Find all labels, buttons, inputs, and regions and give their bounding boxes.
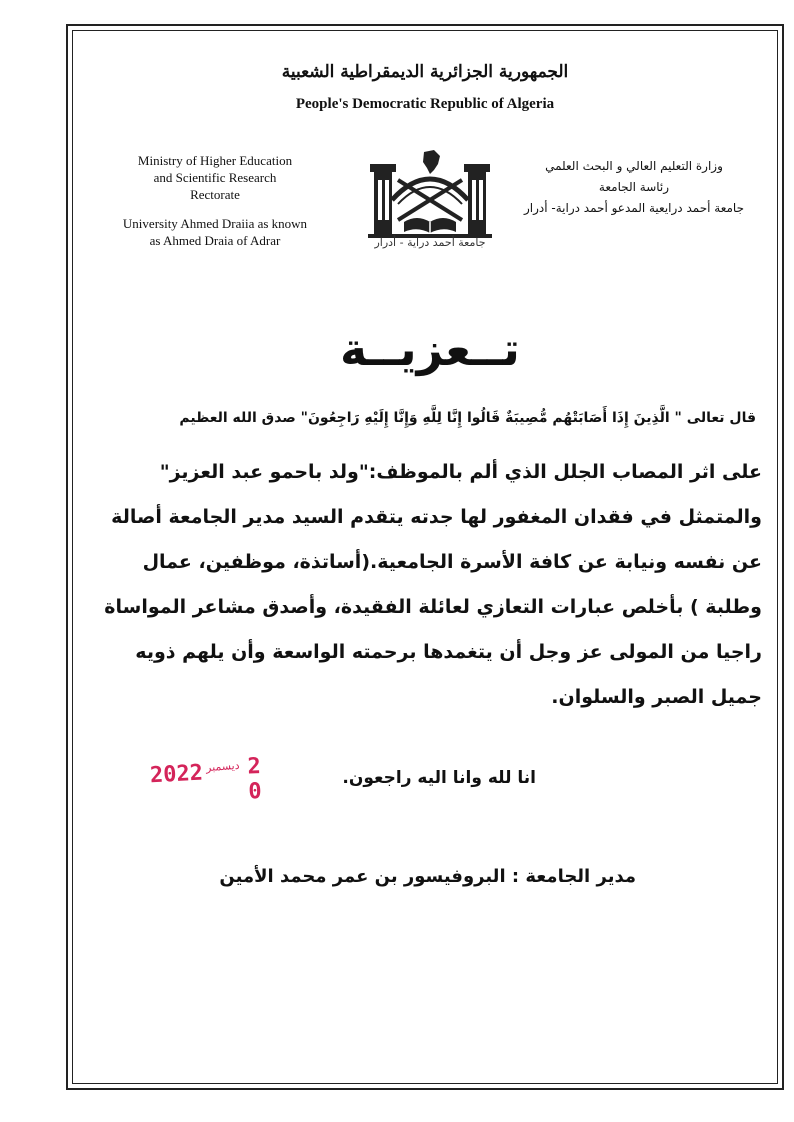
ministry-line-arabic: وزارة التعليم العالي و البحث العلمي: [545, 159, 723, 173]
body-line: والمتمثل في فقدان المغفور لها جدته يتقدم السيد مدير الجامعة أصالة: [111, 506, 762, 528]
rectorate-line: Rectorate: [190, 187, 240, 202]
document-title: تــعزيــة: [340, 322, 520, 376]
body-line: جميل الصبر والسلوان.: [551, 686, 762, 708]
quran-verse: قال تعالى " الَّذِينَ إِذَا أَصَابَتْهُم مُّصِيبَةٌ قَالُوا إِنَّا لِلَّهِ وَإِنَّا إِلَيْهِ رَاجِعُونَ" صدق الله العظيم: [179, 410, 756, 426]
republic-name-english: People's Democratic Republic of Algeria: [295, 96, 555, 112]
signature-line: مدير الجامعة : البروفيسور بن عمر محمد الأمين: [219, 866, 636, 887]
stamp-month: ديسمبر: [205, 758, 240, 775]
logo-caption: جامعة أحمد دراية - أدرار: [374, 236, 486, 249]
body-line: على اثر المصاب الجلل الذي ألم بالموظف:"ولد باحمو عبد العزيز": [159, 461, 762, 483]
stamp-year: 2022: [149, 760, 204, 789]
university-line: as Ahmed Draia of Adrar: [149, 233, 281, 248]
rectorate-line-arabic: رئاسة الجامعة: [598, 180, 670, 194]
ministry-block-arabic: [508, 156, 760, 219]
republic-name-arabic: الجمهورية الجزائرية الديمقراطية الشعبية: [281, 62, 569, 82]
ministry-block-english: [100, 152, 330, 249]
body-line: راجيا من المولى عز وجل أن يتغمدها برحمته الواسعة وأن يلهم ذويه: [135, 641, 762, 663]
university-line-arabic: جامعة أحمد درايعية المدعو أحمد دراية- أدرار: [523, 201, 744, 215]
university-line: University Ahmed Draiia as known: [122, 216, 308, 231]
condolence-body: [80, 452, 762, 722]
stamp-day: 2 0: [247, 754, 263, 805]
body-line: عن نفسه ونيابة عن كافة الأسرة الجامعية.(أساتذة، موظفين، عمال: [142, 551, 762, 573]
body-line: وطلبة ) بأخلص عبارات التعازي لعائلة الفقيدة، وأصدق مشاعر المواساة: [104, 596, 762, 618]
ministry-line: and Scientific Research: [153, 170, 277, 185]
date-stamp: [149, 754, 280, 805]
ministry-line: Ministry of Higher Education: [137, 153, 293, 168]
closing-phrase: انا لله وانا اليه راجعون.: [342, 768, 536, 788]
